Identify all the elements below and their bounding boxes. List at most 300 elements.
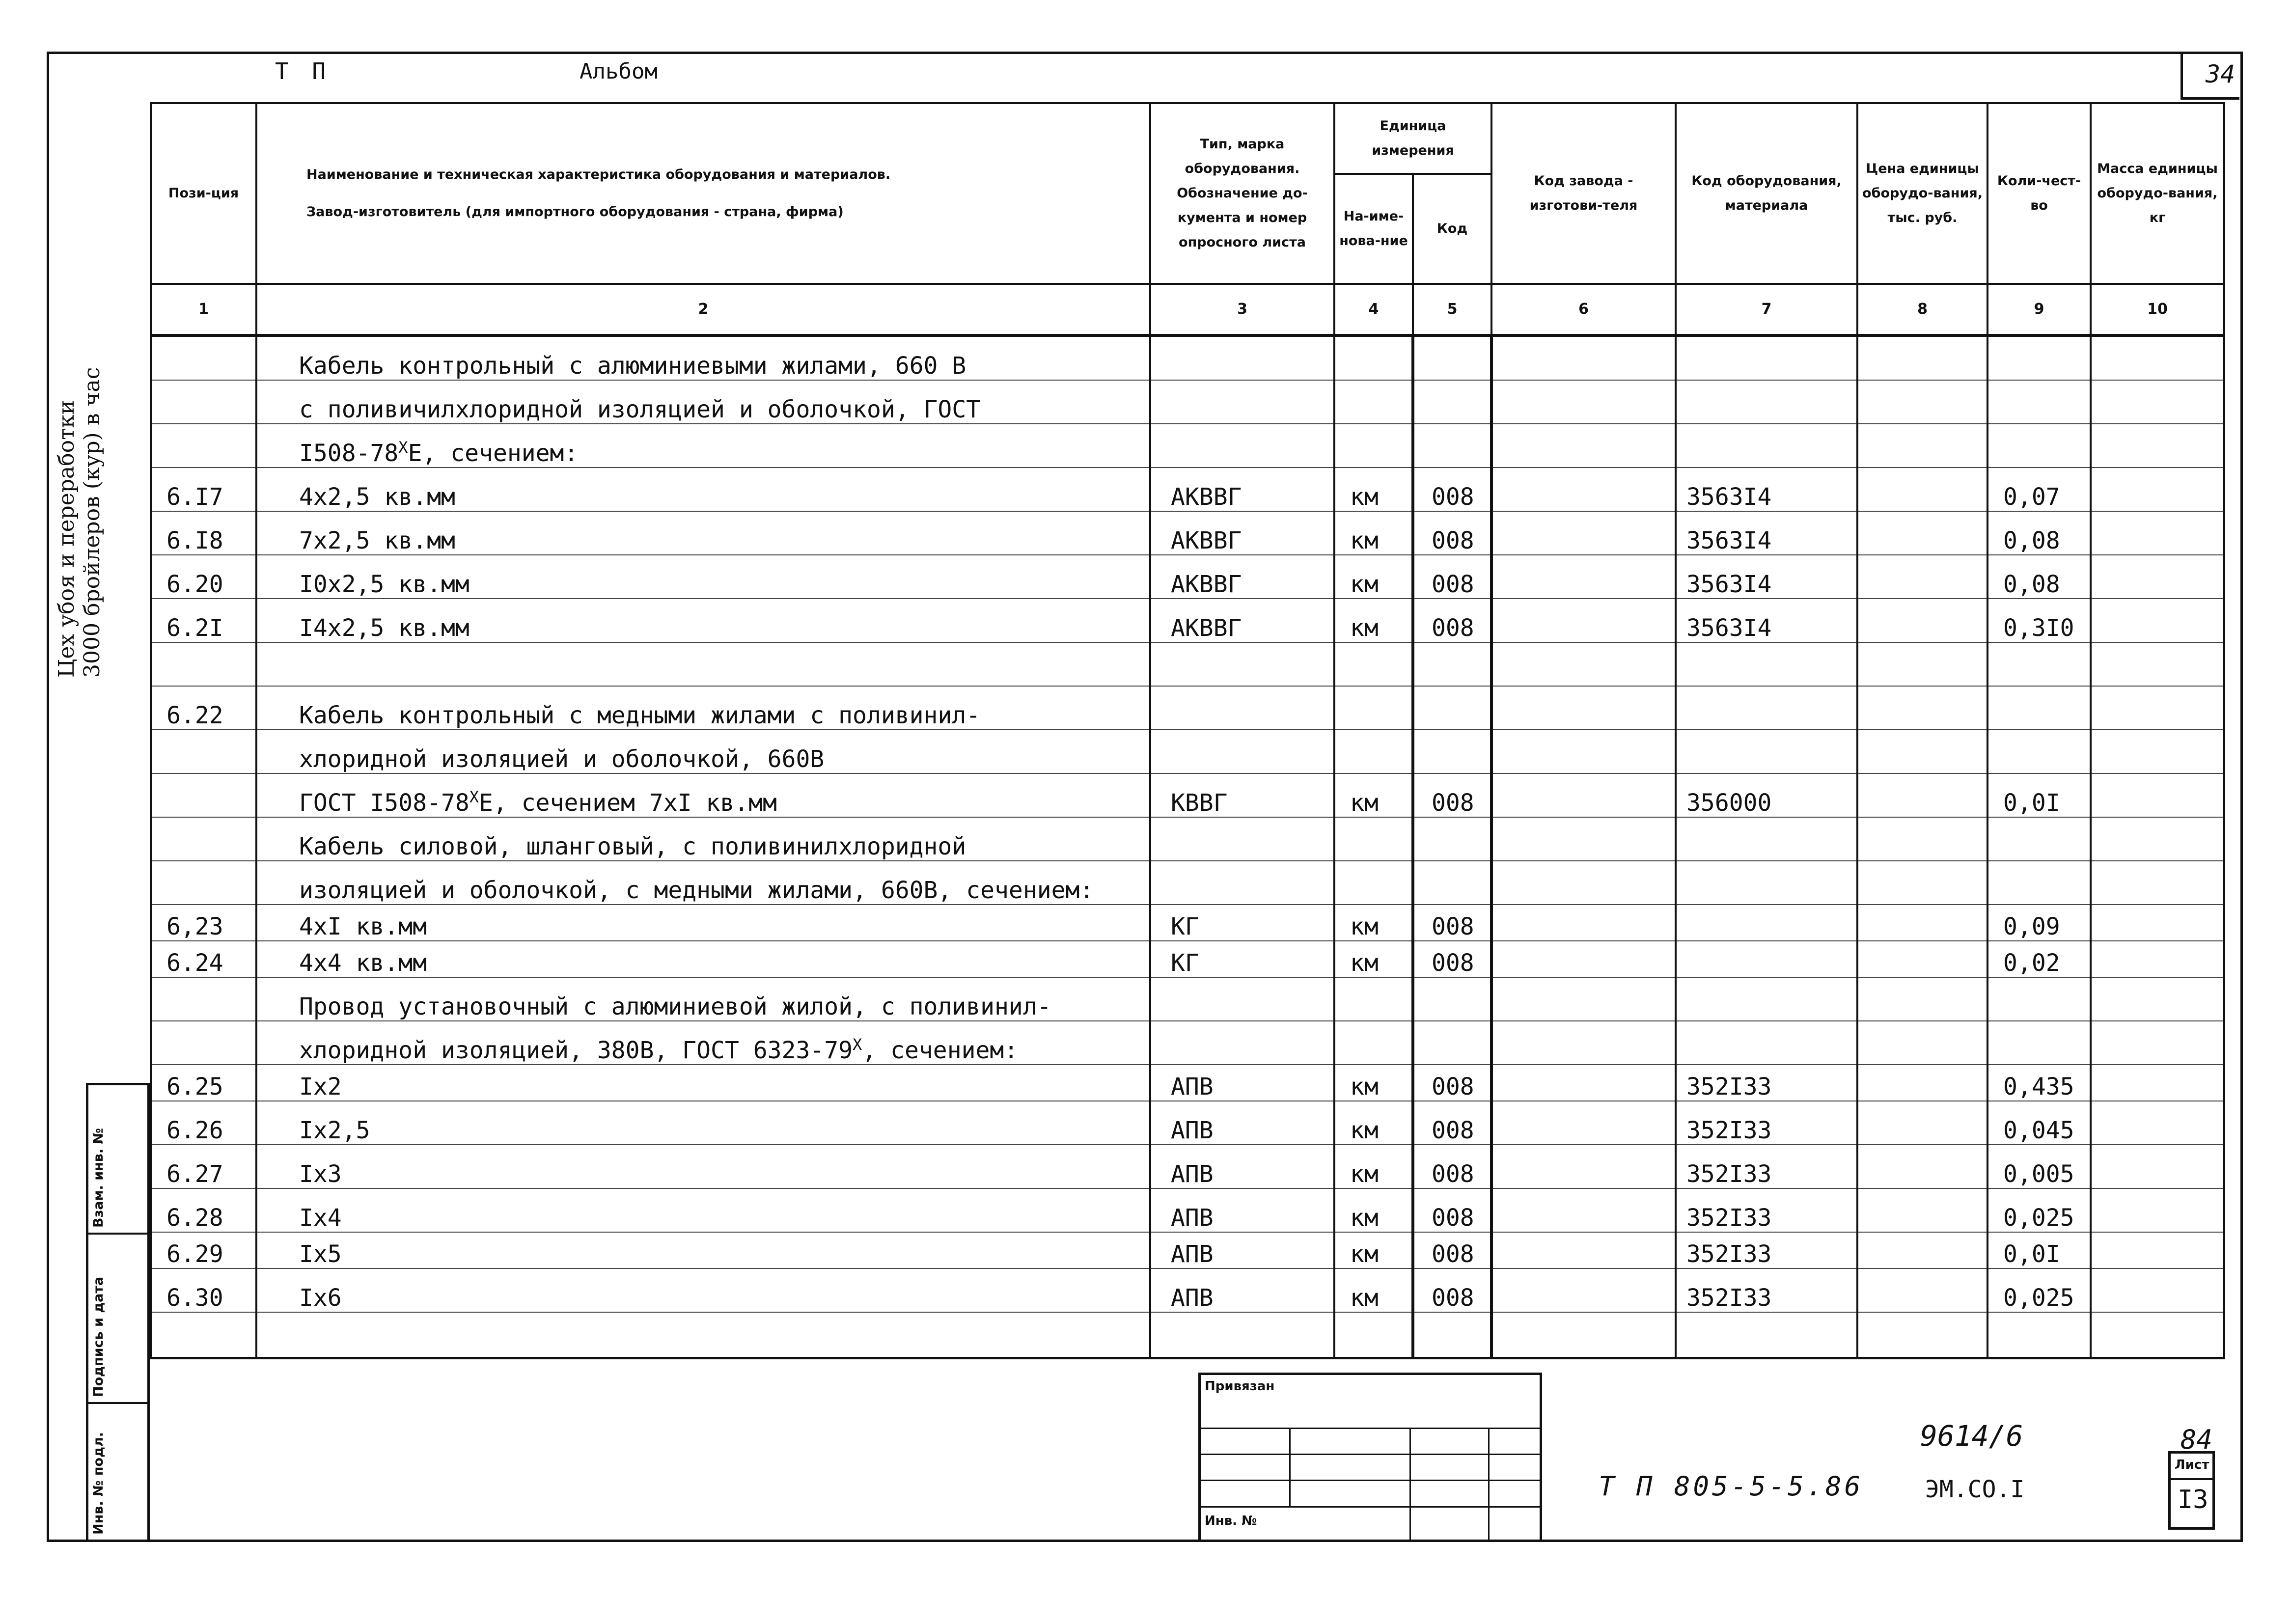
table-row <box>151 905 2224 941</box>
cell-unit-code: 008 <box>1413 1268 1491 1312</box>
cell-factory-code <box>1491 1312 1676 1358</box>
cell-unit: км <box>1334 905 1413 941</box>
cell-type: АПВ <box>1150 1268 1334 1312</box>
cell-type: КГ <box>1150 905 1334 941</box>
table-row <box>151 599 2224 642</box>
cell-quantity: 0,08 <box>1987 511 2091 555</box>
cell-name: I4х2,5 кв.мм <box>256 599 1150 642</box>
cell-factory-code <box>1491 1232 1676 1268</box>
column-numbers-row <box>151 284 2224 335</box>
cell-position <box>151 642 256 686</box>
cell-unit: км <box>1334 511 1413 555</box>
cell-factory-code <box>1491 511 1676 555</box>
cell-equipment-code: 3563I4 <box>1676 599 1857 642</box>
cell-factory-code <box>1491 861 1676 905</box>
sheet-number: I3 <box>2178 1485 2208 1514</box>
sheet-number-box <box>2168 1451 2215 1530</box>
cell-equipment-code: 352I33 <box>1676 1145 1857 1188</box>
privyazan-stamp <box>1198 1373 1542 1542</box>
cell-price <box>1857 424 1987 468</box>
cell-unit-code <box>1413 1021 1491 1065</box>
cell-mass <box>2091 555 2224 599</box>
cell-mass <box>2091 468 2224 511</box>
cell-type: АПВ <box>1150 1065 1334 1101</box>
cell-equipment-code <box>1676 1021 1857 1065</box>
side-label-inv: Инв. № подл. <box>91 1432 106 1535</box>
side-title-line1: Цех убоя и переработки <box>54 400 79 678</box>
cell-equipment-code <box>1676 817 1857 861</box>
cell-factory-code <box>1491 599 1676 642</box>
cell-unit-code: 008 <box>1413 599 1491 642</box>
cell-type: КВВГ <box>1150 773 1334 817</box>
cell-factory-code <box>1491 380 1676 424</box>
cell-quantity <box>1987 817 2091 861</box>
sheet-corner <box>2181 53 2239 100</box>
cell-unit-code: 008 <box>1413 1188 1491 1232</box>
cell-type: АКВВГ <box>1150 555 1334 599</box>
cell-price <box>1857 1232 1987 1268</box>
cell-mass <box>2091 686 2224 730</box>
cell-name-superscript: X <box>853 1035 862 1054</box>
cell-name: 4хI кв.мм <box>256 905 1150 941</box>
cell-mass <box>2091 1101 2224 1145</box>
header-unit-name: На-име-нова-ние <box>1334 174 1413 284</box>
cell-quantity: 0,09 <box>1987 905 2091 941</box>
cell-unit-code: 008 <box>1413 511 1491 555</box>
cell-unit <box>1334 977 1413 1021</box>
cell-quantity: 0,045 <box>1987 1101 2091 1145</box>
cell-unit: км <box>1334 1145 1413 1188</box>
header-mass: Масса единицы оборудо-вания, кг <box>2091 103 2224 284</box>
cell-unit-code: 008 <box>1413 1232 1491 1268</box>
cell-position: 6.I8 <box>151 511 256 555</box>
cell-unit: км <box>1334 468 1413 511</box>
cell-price <box>1857 905 1987 941</box>
cell-factory-code <box>1491 730 1676 773</box>
column-number: 6 <box>1491 284 1676 335</box>
cell-quantity <box>1987 686 2091 730</box>
cell-price <box>1857 773 1987 817</box>
table-row <box>151 642 2224 686</box>
cell-price <box>1857 1021 1987 1065</box>
table-row <box>151 335 2224 380</box>
cell-unit: км <box>1334 1065 1413 1101</box>
cell-unit <box>1334 861 1413 905</box>
cell-unit-code <box>1413 335 1491 380</box>
cell-unit: км <box>1334 773 1413 817</box>
side-title <box>54 334 105 678</box>
cell-name: Провод установочный с алюминиевой жилой, с поливинил- <box>256 977 1150 1021</box>
cell-quantity <box>1987 380 2091 424</box>
cell-factory-code <box>1491 1268 1676 1312</box>
stamp-privyazan: Привязан <box>1205 1379 1275 1394</box>
specification-table <box>150 102 2225 1359</box>
cell-type <box>1150 817 1334 861</box>
cell-mass <box>2091 817 2224 861</box>
cell-equipment-code: 3563I4 <box>1676 468 1857 511</box>
handwritten-number: 9614/6 <box>1920 1419 2023 1453</box>
cell-quantity: 0,025 <box>1987 1268 2091 1312</box>
cell-name: Iх5 <box>256 1232 1150 1268</box>
cell-unit-code <box>1413 977 1491 1021</box>
document-code: Т П 805-5-5.86 <box>1599 1471 1864 1502</box>
table-row <box>151 730 2224 773</box>
cell-price <box>1857 468 1987 511</box>
cell-factory-code <box>1491 1188 1676 1232</box>
table-row <box>151 1065 2224 1101</box>
cell-mass <box>2091 861 2224 905</box>
cell-quantity: 0,0I <box>1987 1232 2091 1268</box>
cell-mass <box>2091 1065 2224 1101</box>
cell-factory-code <box>1491 555 1676 599</box>
cell-unit-code: 008 <box>1413 1065 1491 1101</box>
cell-equipment-code: 352I33 <box>1676 1101 1857 1145</box>
cell-name-superscript: X <box>398 438 408 457</box>
column-number: 4 <box>1334 284 1413 335</box>
cell-unit <box>1334 730 1413 773</box>
cell-factory-code <box>1491 905 1676 941</box>
cell-unit-code: 008 <box>1413 773 1491 817</box>
cell-mass <box>2091 1145 2224 1188</box>
table-row <box>151 1021 2224 1065</box>
cell-equipment-code: 352I33 <box>1676 1268 1857 1312</box>
cell-price <box>1857 1268 1987 1312</box>
cell-position <box>151 817 256 861</box>
cell-mass <box>2091 511 2224 555</box>
sheet-label: Лист <box>2175 1458 2209 1472</box>
cell-name-tail: Е, сечением: <box>408 440 579 467</box>
cell-name-text: I508-78 <box>299 440 399 467</box>
cell-type <box>1150 861 1334 905</box>
cell-mass <box>2091 977 2224 1021</box>
cell-mass <box>2091 1312 2224 1358</box>
cell-type <box>1150 1021 1334 1065</box>
cell-factory-code <box>1491 642 1676 686</box>
cell-name-text: ГОСТ I508-78 <box>299 789 469 817</box>
cell-factory-code <box>1491 773 1676 817</box>
cell-unit <box>1334 335 1413 380</box>
cell-position: 6.26 <box>151 1101 256 1145</box>
cell-position: 6,23 <box>151 905 256 941</box>
cell-mass <box>2091 941 2224 977</box>
cell-equipment-code: 352I33 <box>1676 1232 1857 1268</box>
cell-quantity: 0,07 <box>1987 468 2091 511</box>
table-row <box>151 686 2224 730</box>
cell-mass <box>2091 599 2224 642</box>
cell-price <box>1857 977 1987 1021</box>
cell-mass <box>2091 1268 2224 1312</box>
cell-position: 6.2I <box>151 599 256 642</box>
side-divider <box>86 1233 150 1235</box>
cell-equipment-code <box>1676 1312 1857 1358</box>
cell-name: хлоридной изоляцией и оболочкой, 660В <box>256 730 1150 773</box>
cell-unit <box>1334 1021 1413 1065</box>
cell-mass <box>2091 773 2224 817</box>
header-name <box>256 103 1150 284</box>
cell-factory-code <box>1491 424 1676 468</box>
cell-unit-code <box>1413 730 1491 773</box>
cell-equipment-code <box>1676 424 1857 468</box>
table-row <box>151 380 2224 424</box>
cell-position: 6.25 <box>151 1065 256 1101</box>
cell-name: Iх2,5 <box>256 1101 1150 1145</box>
cell-type <box>1150 335 1334 380</box>
table-row <box>151 511 2224 555</box>
cell-price <box>1857 730 1987 773</box>
cell-equipment-code: 352I33 <box>1676 1188 1857 1232</box>
cell-mass <box>2091 1188 2224 1232</box>
table-row <box>151 468 2224 511</box>
cell-name: 4х2,5 кв.мм <box>256 468 1150 511</box>
cell-quantity <box>1987 424 2091 468</box>
cell-name <box>256 642 1150 686</box>
cell-mass <box>2091 1021 2224 1065</box>
table-row <box>151 1101 2224 1145</box>
cell-name: Iх3 <box>256 1145 1150 1188</box>
cell-position <box>151 380 256 424</box>
cell-unit-code <box>1413 861 1491 905</box>
cell-factory-code <box>1491 941 1676 977</box>
column-number: 1 <box>151 284 256 335</box>
cell-mass <box>2091 424 2224 468</box>
cell-equipment-code <box>1676 905 1857 941</box>
cell-factory-code <box>1491 1101 1676 1145</box>
table-row <box>151 555 2224 599</box>
cell-type: АКВВГ <box>1150 468 1334 511</box>
cell-quantity <box>1987 730 2091 773</box>
cell-name-superscript: X <box>469 788 479 806</box>
cell-quantity: 0,025 <box>1987 1188 2091 1232</box>
cell-position: 6.24 <box>151 941 256 977</box>
column-number: 3 <box>1150 284 1334 335</box>
cell-unit <box>1334 424 1413 468</box>
cell-name <box>256 424 1150 468</box>
cell-factory-code <box>1491 1145 1676 1188</box>
side-label-vzam: Взам. инв. № <box>91 1128 106 1228</box>
cell-type: АКВВГ <box>1150 599 1334 642</box>
header-code: Код оборудования, материала <box>1676 103 1857 284</box>
cell-price <box>1857 1188 1987 1232</box>
cell-position <box>151 861 256 905</box>
cell-name: Iх6 <box>256 1268 1150 1312</box>
table-row <box>151 977 2224 1021</box>
table-row <box>151 773 2224 817</box>
cell-price <box>1857 941 1987 977</box>
cell-unit-code <box>1413 380 1491 424</box>
table-row <box>151 1312 2224 1358</box>
cell-mass <box>2091 1232 2224 1268</box>
cell-quantity: 0,0I <box>1987 773 2091 817</box>
stamp-vline <box>1409 1428 1411 1542</box>
header-pos: Пози-ция <box>151 103 256 284</box>
cell-name <box>256 1021 1150 1065</box>
table-row <box>151 1188 2224 1232</box>
cell-quantity: 0,435 <box>1987 1065 2091 1101</box>
header-unit-code: Код <box>1413 174 1491 284</box>
cell-type <box>1150 1312 1334 1358</box>
cell-equipment-code <box>1676 941 1857 977</box>
cell-type <box>1150 424 1334 468</box>
cell-type: АКВВГ <box>1150 511 1334 555</box>
cell-equipment-code <box>1676 642 1857 686</box>
cell-unit-code: 008 <box>1413 941 1491 977</box>
cell-unit <box>1334 686 1413 730</box>
cell-unit-code: 008 <box>1413 1101 1491 1145</box>
cell-equipment-code <box>1676 861 1857 905</box>
cell-factory-code <box>1491 686 1676 730</box>
cell-name: Кабель контрольный с медными жилами с поливинил- <box>256 686 1150 730</box>
cell-unit-code <box>1413 686 1491 730</box>
cell-equipment-code <box>1676 730 1857 773</box>
cell-unit-code: 008 <box>1413 555 1491 599</box>
cell-name <box>256 1312 1150 1358</box>
cell-factory-code <box>1491 817 1676 861</box>
cell-unit-code: 008 <box>1413 1145 1491 1188</box>
sheet-box-divider <box>2171 1478 2212 1480</box>
cell-price <box>1857 380 1987 424</box>
cell-unit: км <box>1334 555 1413 599</box>
table-row <box>151 941 2224 977</box>
cell-position <box>151 773 256 817</box>
cell-price <box>1857 599 1987 642</box>
cell-name <box>256 773 1150 817</box>
cell-unit <box>1334 817 1413 861</box>
cell-position <box>151 1312 256 1358</box>
column-number: 8 <box>1857 284 1987 335</box>
header-name-line2: Завод-изготовитель (для импортного оборудования - страна, фирма) <box>306 204 844 220</box>
cell-type: АПВ <box>1150 1188 1334 1232</box>
cell-mass <box>2091 905 2224 941</box>
table-body <box>151 335 2224 1358</box>
sheet-corner-number: 34 <box>2206 60 2236 88</box>
stamp-vline <box>1289 1428 1291 1506</box>
cell-factory-code <box>1491 1065 1676 1101</box>
table-row <box>151 861 2224 905</box>
cell-equipment-code: 3563I4 <box>1676 555 1857 599</box>
cell-position <box>151 977 256 1021</box>
cell-quantity <box>1987 977 2091 1021</box>
column-number: 9 <box>1987 284 2091 335</box>
column-number: 10 <box>2091 284 2224 335</box>
cell-position: 6.29 <box>151 1232 256 1268</box>
side-divider <box>86 1402 150 1404</box>
cell-price <box>1857 335 1987 380</box>
cell-factory-code <box>1491 1021 1676 1065</box>
cell-unit: км <box>1334 1268 1413 1312</box>
cell-equipment-code <box>1676 686 1857 730</box>
cell-quantity: 0,005 <box>1987 1145 2091 1188</box>
table-row <box>151 1268 2224 1312</box>
cell-unit-code <box>1413 1312 1491 1358</box>
header-album: Альбом <box>580 59 658 84</box>
cell-price <box>1857 555 1987 599</box>
cell-unit: км <box>1334 941 1413 977</box>
table-row <box>151 424 2224 468</box>
table-row <box>151 1232 2224 1268</box>
cell-type: АПВ <box>1150 1145 1334 1188</box>
column-number: 2 <box>256 284 1150 335</box>
cell-mass <box>2091 730 2224 773</box>
cell-name: 7х2,5 кв.мм <box>256 511 1150 555</box>
cell-unit: км <box>1334 1232 1413 1268</box>
cell-position: 6.20 <box>151 555 256 599</box>
cell-unit <box>1334 1312 1413 1358</box>
cell-unit: км <box>1334 1101 1413 1145</box>
cell-price <box>1857 686 1987 730</box>
header-name-line1: Наименование и техническая характеристика оборудования и материалов. <box>306 167 891 183</box>
cell-price <box>1857 1312 1987 1358</box>
cell-type <box>1150 977 1334 1021</box>
cell-name: с поливичилхлоридной изоляцией и оболочкой, ГОСТ <box>256 380 1150 424</box>
cell-equipment-code: 356000 <box>1676 773 1857 817</box>
cell-type <box>1150 642 1334 686</box>
side-title-line2: 3000 бройлеров (кур) в час <box>80 367 105 678</box>
cell-factory-code <box>1491 468 1676 511</box>
cell-name-tail: , сечением: <box>862 1037 1019 1064</box>
cell-name-text: хлоридной изоляцией, 380В, ГОСТ 6323-79 <box>299 1037 853 1064</box>
cell-price <box>1857 861 1987 905</box>
cell-mass <box>2091 642 2224 686</box>
cell-unit: км <box>1334 599 1413 642</box>
cell-price <box>1857 1145 1987 1188</box>
header-qty: Коли-чест-во <box>1987 103 2091 284</box>
cell-type <box>1150 686 1334 730</box>
cell-position: 6.22 <box>151 686 256 730</box>
cell-position <box>151 335 256 380</box>
column-number: 7 <box>1676 284 1857 335</box>
cell-price <box>1857 1101 1987 1145</box>
cell-type: АПВ <box>1150 1101 1334 1145</box>
cell-name: 4х4 кв.мм <box>256 941 1150 977</box>
cell-equipment-code: 352I33 <box>1676 1065 1857 1101</box>
cell-position: 6.27 <box>151 1145 256 1188</box>
header-price: Цена единицы оборудо-вания, тыс. руб. <box>1857 103 1987 284</box>
cell-unit-code <box>1413 424 1491 468</box>
cell-factory-code <box>1491 977 1676 1021</box>
cell-price <box>1857 511 1987 555</box>
cell-quantity: 0,02 <box>1987 941 2091 977</box>
cell-name: I0х2,5 кв.мм <box>256 555 1150 599</box>
cell-factory-code <box>1491 335 1676 380</box>
stamp-vline <box>1488 1428 1490 1542</box>
cell-unit: км <box>1334 1188 1413 1232</box>
cell-unit <box>1334 380 1413 424</box>
cell-position: 6.28 <box>151 1188 256 1232</box>
cell-position: 6.I7 <box>151 468 256 511</box>
cell-name-tail: Е, сечением 7хI кв.мм <box>479 789 777 817</box>
document-suffix: ЭМ.СО.I <box>1925 1476 2025 1503</box>
cell-quantity <box>1987 335 2091 380</box>
cell-mass <box>2091 335 2224 380</box>
cell-name: Iх4 <box>256 1188 1150 1232</box>
cell-equipment-code <box>1676 380 1857 424</box>
cell-price <box>1857 642 1987 686</box>
cell-position <box>151 730 256 773</box>
header-factory: Код завода - изготови-теля <box>1491 103 1676 284</box>
cell-quantity: 0,08 <box>1987 555 2091 599</box>
cell-price <box>1857 1065 1987 1101</box>
cell-type <box>1150 730 1334 773</box>
cell-name: Кабель силовой, шланговый, с поливинилхлоридной <box>256 817 1150 861</box>
cell-unit-code <box>1413 817 1491 861</box>
cell-type: АПВ <box>1150 1232 1334 1268</box>
handwritten-84: 84 <box>2181 1424 2213 1455</box>
cell-quantity <box>1987 1312 2091 1358</box>
cell-quantity: 0,3I0 <box>1987 599 2091 642</box>
cell-equipment-code <box>1676 335 1857 380</box>
side-label-podpis: Подпись и дата <box>91 1276 106 1397</box>
cell-price <box>1857 817 1987 861</box>
